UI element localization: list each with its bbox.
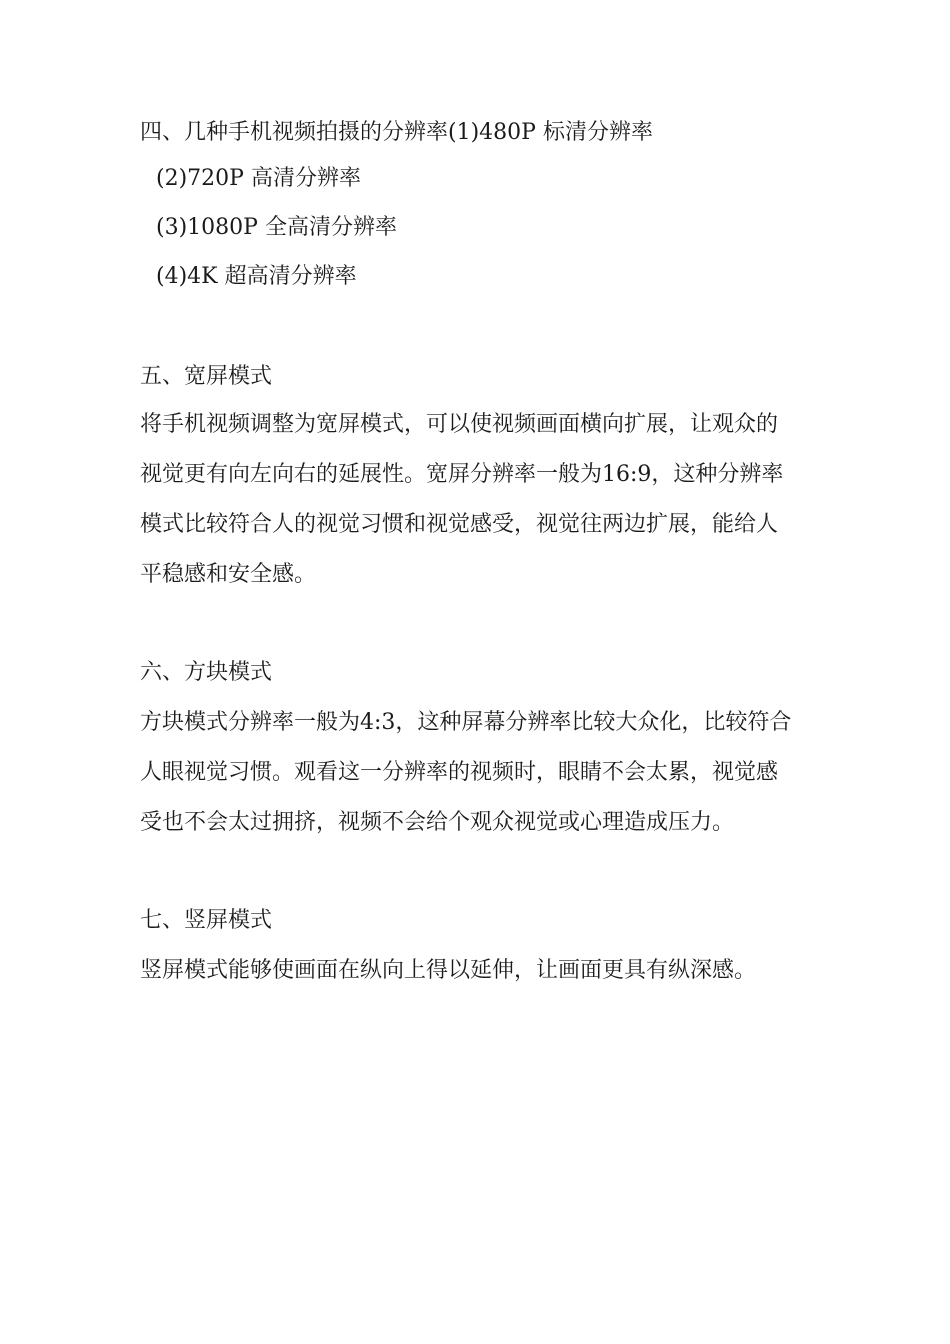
section-5-paragraph-line: 视觉更有向左向右的延展性。宽屏分辨率一般为16:9，这种分辨率 xyxy=(140,462,784,487)
section-4-item-1080p: (3)1080P 全高清分辨率 xyxy=(156,215,397,240)
section-4-item-4k: (4)4K 超高清分辨率 xyxy=(156,264,357,289)
section-5-heading: 五、宽屏模式 xyxy=(140,364,273,389)
section-6-heading: 六、方块模式 xyxy=(140,660,273,685)
section-7-paragraph-line: 竖屏模式能够使画面在纵向上得以延伸，让画面更具有纵深感。 xyxy=(140,958,757,983)
section-6-paragraph-line: 人眼视觉习惯。观看这一分辨率的视频时，眼睛不会太累，视觉感 xyxy=(140,760,779,785)
section-6-paragraph-line: 受也不会太过拥挤，视频不会给个观众视觉或心理造成压力。 xyxy=(140,810,735,835)
section-5-paragraph-line: 将手机视频调整为宽屏模式，可以使视频画面横向扩展，让观众的 xyxy=(140,412,779,437)
section-7-heading: 七、竖屏模式 xyxy=(140,908,273,933)
section-5-paragraph-line: 平稳感和安全感。 xyxy=(140,562,317,587)
section-4-item-720p: (2)720P 高清分辨率 xyxy=(156,166,361,191)
section-4-heading: 四、几种手机视频拍摄的分辨率(1)480P 标清分辨率 xyxy=(140,120,653,145)
section-5-paragraph-line: 模式比较符合人的视觉习惯和视觉感受，视觉往两边扩展，能给人 xyxy=(140,512,779,537)
section-6-paragraph-line: 方块模式分辨率一般为4:3，这种屏幕分辨率比较大众化，比较符合 xyxy=(140,710,792,735)
